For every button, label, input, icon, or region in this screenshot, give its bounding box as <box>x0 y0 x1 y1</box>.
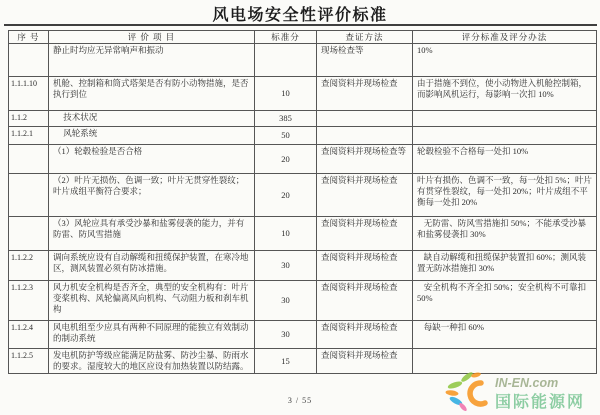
serial-number-cell: 1.1.2 <box>9 111 49 127</box>
serial-number-cell: 1.1.1.10 <box>9 77 49 111</box>
table-row <box>9 111 597 127</box>
standard-score-cell: 20 <box>255 145 317 174</box>
scoring-standard-cell: 由于措施不到位，使小动物进入机舱控制箱，而影响风机运行，每影响一次扣 10% <box>413 77 597 111</box>
serial-number-cell <box>9 44 49 77</box>
scoring-standard-cell: 10% <box>413 44 597 77</box>
evaluation-item-cell: 静止时均应无异常响声和振动 <box>49 44 255 77</box>
header-standard-score: 标准分 <box>255 31 317 44</box>
verification-method-cell: 查阅资料并现场检查 <box>317 281 413 321</box>
watermark <box>443 370 598 414</box>
evaluation-table <box>8 30 597 374</box>
standard-score-cell: 30 <box>255 321 317 349</box>
scoring-standard-cell: 无防雷、防风雪措施扣 50%；不能承受沙暴和盐雾侵袭扣 30% <box>413 217 597 251</box>
watermark-site-text: IN-EN.com <box>495 376 559 390</box>
standard-score-cell: 50 <box>255 127 317 145</box>
verification-method-cell <box>317 111 413 127</box>
evaluation-item-cell: （2）叶片无损伤、色调一致；叶片无贯穿性裂纹；叶片成组平衡符合要求； <box>49 174 255 217</box>
verification-method-cell: 查阅资料并现场检查 <box>317 174 413 217</box>
standard-score-cell: 385 <box>255 111 317 127</box>
serial-number-cell: 1.1.2.1 <box>9 127 49 145</box>
header-scoring-standard: 评分标准及评分办法 <box>413 31 597 44</box>
table-row <box>9 127 597 145</box>
evaluation-item-cell: 风电机组至少应具有两种不同原理的能独立有效制动的制动系统 <box>49 321 255 349</box>
serial-number-cell: 1.1.2.3 <box>9 281 49 321</box>
evaluation-item-cell: 发电机防护等级应能满足防盐雾、防沙尘暴、防雨水的要求。湿度较大的地区应设有加热装置以防结露。 <box>49 349 255 374</box>
verification-method-cell: 查阅资料并现场检查 <box>317 77 413 111</box>
verification-method-cell: 查阅资料并现场检查 <box>317 217 413 251</box>
serial-number-cell: 1.1.2.4 <box>9 321 49 349</box>
header-row <box>9 31 597 44</box>
evaluation-item-cell: （1）轮毂检验是否合格 <box>49 145 255 174</box>
table-row <box>9 321 597 349</box>
table-body <box>9 44 597 374</box>
evaluation-item-cell: 机舱、控制箱和筒式塔架是否有防小动物措施，是否执行到位 <box>49 77 255 111</box>
standard-score-cell: 30 <box>255 251 317 281</box>
table-row <box>9 174 597 217</box>
verification-method-cell: 查阅资料并现场检查 <box>317 251 413 281</box>
header-verification-method: 查证方法 <box>317 31 413 44</box>
scoring-standard-cell: 每缺一种扣 60% <box>413 321 597 349</box>
table-row <box>9 44 597 77</box>
header-evaluation-item: 评 价 项 目 <box>49 31 255 44</box>
verification-method-cell: 现场检查等 <box>317 44 413 77</box>
evaluation-item-cell: 调向系统应设有自动解缆和扭缆保护装置，在寒冷地区，测风装置必须有防冰措施。 <box>49 251 255 281</box>
table-header <box>9 31 597 44</box>
standard-score-cell: 15 <box>255 349 317 374</box>
standard-score-cell: 20 <box>255 174 317 217</box>
watermark-site-name-text: 国际能源网 <box>495 394 586 411</box>
verification-method-cell: 查阅资料并现场检查等 <box>317 145 413 174</box>
serial-number-cell <box>9 145 49 174</box>
page-number: 3 / 55 <box>287 396 313 405</box>
title-rule <box>4 24 597 26</box>
evaluation-item-cell: 风轮系统 <box>49 127 255 145</box>
serial-number-cell <box>9 174 49 217</box>
header-serial-number: 序 号 <box>9 31 49 44</box>
scoring-standard-cell: 叶片有损伤、色调不一致，每一处扣 5%；叶片有贯穿性裂纹，每一处扣 20%；叶片成组不平衡每一处扣 20% <box>413 174 597 217</box>
standard-score-cell: 30 <box>255 281 317 321</box>
evaluation-item-cell: 风力机安全机构是否齐全，典型的安全机构有：叶片变桨机构、风轮偏离风向机构、气动阻力板和刹车机构 <box>49 281 255 321</box>
table-row <box>9 251 597 281</box>
energy-flower-logo <box>445 371 485 413</box>
serial-number-cell: 1.1.2.5 <box>9 349 49 374</box>
table-row <box>9 145 597 174</box>
evaluation-item-cell: 技术状况 <box>49 111 255 127</box>
serial-number-cell <box>9 217 49 251</box>
standard-score-cell: 10 <box>255 217 317 251</box>
serial-number-cell: 1.1.2.2 <box>9 251 49 281</box>
scoring-standard-cell <box>413 127 597 145</box>
verification-method-cell: 查阅资料并现场检查 <box>317 349 413 374</box>
standard-score-cell: 10 <box>255 77 317 111</box>
verification-method-cell <box>317 127 413 145</box>
scoring-standard-cell: 缺自动解缆和扭缆保护装置扣 60%；测风装置无防冰措施扣 30% <box>413 251 597 281</box>
table-row <box>9 77 597 111</box>
scoring-standard-cell <box>413 111 597 127</box>
page-title: 风电场安全性评价标准 <box>212 7 388 24</box>
table-row <box>9 217 597 251</box>
verification-method-cell: 查阅资料并现场检查 <box>317 321 413 349</box>
evaluation-item-cell: （3）风轮应具有承受沙暴和盐雾侵袭的能力，并有防雷、防风雪措施 <box>49 217 255 251</box>
scoring-standard-cell: 轮毂检验不合格每一处扣 10% <box>413 145 597 174</box>
standard-score-cell <box>255 44 317 77</box>
table-row <box>9 281 597 321</box>
scoring-standard-cell: 安全机构不齐全扣 50%；安全机构不可靠扣 50% <box>413 281 597 321</box>
